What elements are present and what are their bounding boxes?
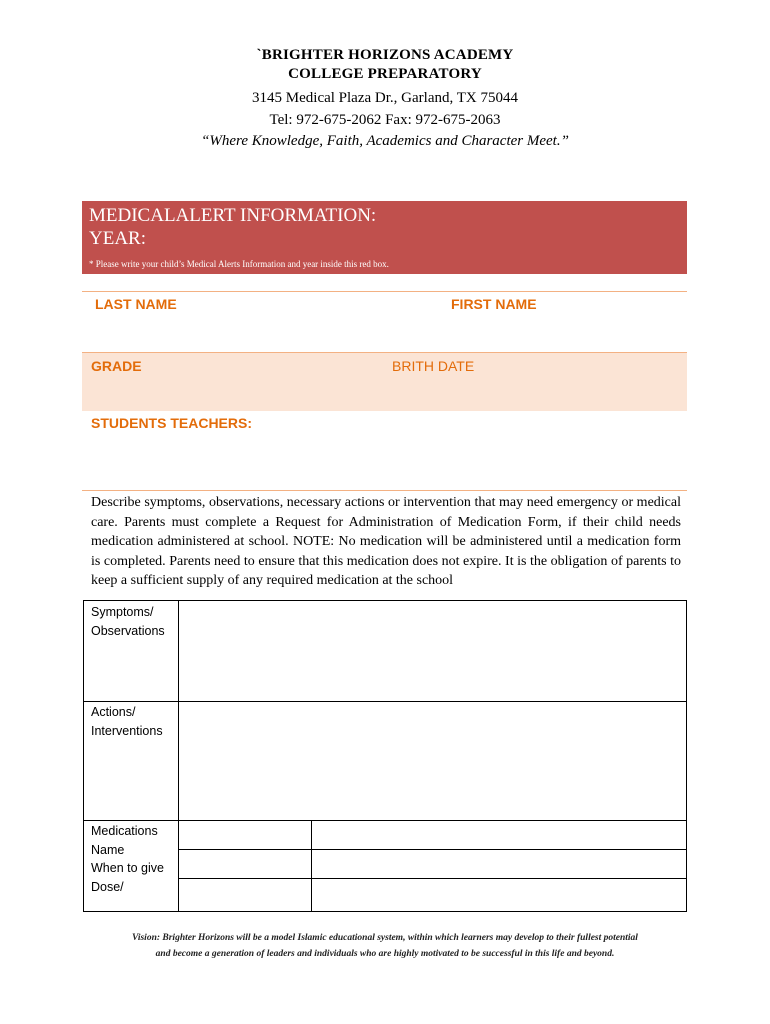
medication-when-cell[interactable] bbox=[179, 850, 311, 878]
school-motto: “Where Knowledge, Faith, Academics and Character Meet.” bbox=[201, 133, 569, 149]
actions-label-line1: Actions/ bbox=[91, 705, 136, 719]
school-header bbox=[0, 46, 770, 152]
actions-input-cell[interactable] bbox=[179, 702, 686, 820]
medication-when-value-cell[interactable] bbox=[312, 850, 686, 878]
medications-label-line1: Medications bbox=[91, 824, 158, 838]
symptoms-label-line2: Observations bbox=[91, 623, 165, 638]
grade-label: GRADE bbox=[91, 358, 142, 374]
students-teachers-label: STUDENTS TEACHERS: bbox=[91, 415, 253, 431]
medications-label-line2: Name bbox=[91, 842, 125, 857]
medication-name-cell[interactable] bbox=[179, 821, 311, 849]
symptoms-label-line1: Symptoms/ bbox=[91, 605, 154, 619]
vision-line1: Vision: Brighter Horizons will be a model Islamic educational system, within which learners may develop to their fullest potential bbox=[132, 933, 638, 943]
alert-year-label: YEAR: bbox=[89, 228, 146, 249]
medication-dose-value-cell[interactable] bbox=[312, 879, 686, 911]
school-subtitle: COLLEGE PREPARATORY bbox=[288, 66, 482, 82]
actions-label bbox=[91, 703, 163, 740]
medications-label-line4: Dose/ bbox=[91, 879, 124, 894]
divider-top bbox=[82, 291, 687, 292]
medications-label-line3: When to give bbox=[91, 861, 164, 875]
alert-title-line1: MEDICALALERT INFORMATION: bbox=[89, 205, 377, 226]
medication-name-value-cell[interactable] bbox=[312, 821, 686, 849]
alert-note: * Please write your child’s Medical Alerts Information and year inside this red box. bbox=[89, 259, 389, 269]
first-name-label: FIRST NAME bbox=[451, 296, 537, 312]
symptoms-label bbox=[91, 603, 165, 640]
school-address: 3145 Medical Plaza Dr., Garland, TX 75044 bbox=[252, 90, 518, 106]
vision-line2: and become a generation of leaders and individuals who are highly motivated to be successful in this life and beyond. bbox=[155, 949, 615, 959]
vision-statement bbox=[0, 930, 770, 962]
medical-alert-box[interactable] bbox=[82, 201, 687, 274]
instructions-paragraph: Describe symptoms, observations, necessary actions or intervention that may need emergency or medical care. Parents must complete a Request for Administration of Medication Form, if their child needs medication administered at school. NOTE: No medication will be administered until a medication form is completed. Parents need to ensure that this medication does not expire. It is the obligation of parents to keep a sufficient supply of any required medication at the school bbox=[91, 495, 681, 588]
medication-dose-cell[interactable] bbox=[179, 879, 311, 911]
last-name-label: LAST NAME bbox=[95, 296, 177, 312]
alert-title bbox=[82, 201, 687, 250]
birth-date-label: BRITH DATE bbox=[392, 358, 475, 374]
school-name: `BRIGHTER HORIZONS ACADEMY bbox=[256, 47, 514, 63]
actions-label-line2: Interventions bbox=[91, 723, 163, 738]
medications-label bbox=[91, 822, 164, 896]
symptoms-input-cell[interactable] bbox=[179, 601, 686, 701]
school-phone-fax: Tel: 972-675-2062 Fax: 972-675-2063 bbox=[269, 112, 501, 128]
divider-bottom bbox=[82, 490, 687, 491]
divider-middle bbox=[82, 352, 687, 353]
grade-row-shading bbox=[82, 353, 687, 411]
medical-info-table bbox=[83, 600, 687, 912]
